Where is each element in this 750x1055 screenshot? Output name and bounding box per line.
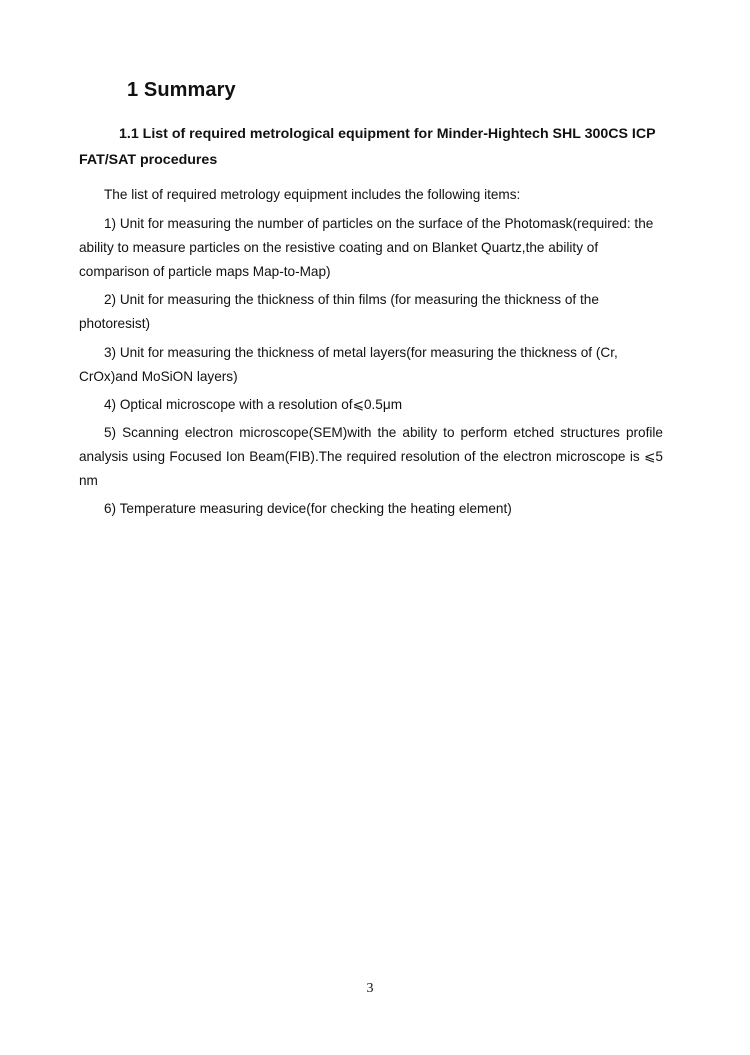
list-item-2: 2) Unit for measuring the thickness of thin films (for measuring the thickness of the photoresist) — [79, 292, 599, 331]
section-title: 1 Summary — [127, 79, 236, 101]
intro-paragraph: The list of required metrology equipment includes the following items: — [104, 187, 521, 202]
subsection-title: 1.1 List of required metrological equipment for Minder-Hightech SHL 300CS ICP FAT/SAT procedures — [79, 126, 656, 168]
page-number: 3 — [366, 981, 374, 996]
list-item-6: 6) Temperature measuring device(for checking the heating element) — [104, 501, 512, 516]
list-item-4: 4) Optical microscope with a resolution of⩽0.5μm — [104, 397, 403, 412]
list-item-1: 1) Unit for measuring the number of particles on the surface of the Photomask(required: the ability to measure particles on the resistive coating and on Blanket Quartz,the ability of comparison of particle maps Map-to-Map) — [79, 216, 654, 279]
list-item-5: 5) Scanning electron microscope(SEM)with the ability to perform etched structures profile analysis using Focused Ion Beam(FIB).The required resolution of the electron microscope is ⩽5 nm — [79, 425, 663, 488]
list-item-3: 3) Unit for measuring the thickness of metal layers(for measuring the thickness of (Cr, CrOx)and MoSiON layers) — [79, 345, 618, 384]
